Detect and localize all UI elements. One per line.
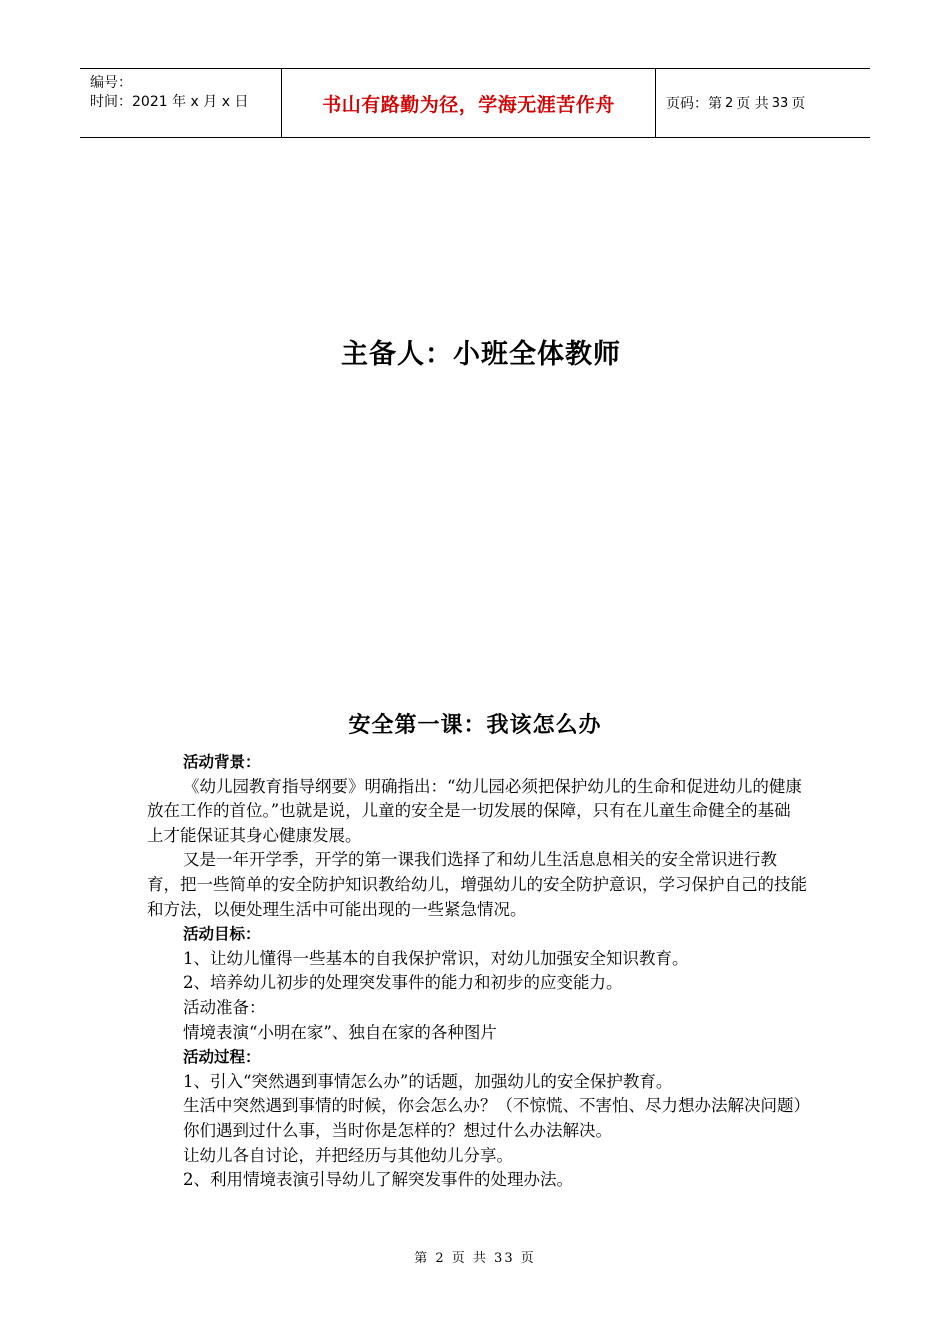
paragraph: 让幼儿各自讨论，并把经历与其他幼儿分享。 xyxy=(183,1145,513,1165)
paragraph: 1、让幼儿懂得一些基本的自我保护常识，对幼儿加强安全知识教育。 xyxy=(183,948,689,968)
paragraph: 2、利用情境表演引导幼儿了解突发事件的处理办法。 xyxy=(183,1170,573,1190)
paragraph: 你们遇到过什么事，当时你是怎样的？想过什么办法解决。 xyxy=(183,1120,612,1140)
document-header xyxy=(80,68,870,138)
code-label: 编号： xyxy=(90,75,132,91)
paragraph: 生活中突然遇到事情的时候，你会怎么办？（不惊慌、不害怕、尽力想办法解决问题） xyxy=(183,1096,810,1116)
page-footer: 第 2 页 共 33 页 xyxy=(414,1251,536,1266)
section-heading: 活动背景： xyxy=(183,753,261,771)
header-motto: 书山有路勤为径，学海无涯苦作舟 xyxy=(282,69,656,137)
page-total: 33 xyxy=(771,95,789,111)
header-page-info xyxy=(656,69,870,137)
section-heading: 活动目标： xyxy=(183,925,261,944)
paragraph: 《幼儿园教育指导纲要》明确指出：“幼儿园必须把保护幼儿的生命和促进幼儿的健康放在工作的首位。”也就是说，儿童的安全是一切发展的保障，只有在儿童生命健全的基础上才能保证其身心健康发展。 xyxy=(147,776,802,845)
page-current: 2 xyxy=(725,95,734,111)
time-label: 时间：2021 年 x 月 x 日 xyxy=(90,94,249,110)
header-meta-cell xyxy=(80,69,282,137)
page-prefix: 页码：第 xyxy=(666,96,722,112)
page-suffix: 页 xyxy=(791,96,806,112)
paragraph: 2、培养幼儿初步的处理突发事件的能力和初步的应变能力。 xyxy=(183,973,623,993)
paragraph: 活动准备： xyxy=(183,997,266,1017)
preparer-title: 主备人：小班全体教师 xyxy=(341,339,621,370)
section-heading: 活动过程： xyxy=(183,1048,261,1067)
paragraph: 情境表演“小明在家”、独自在家的各种图片 xyxy=(183,1022,497,1042)
page-mid: 页 共 xyxy=(736,96,769,112)
lesson-body xyxy=(147,750,810,1193)
paragraph: 1、引入“突然遇到事情怎么办”的话题，加强幼儿的安全保护教育。 xyxy=(183,1071,673,1091)
lesson-title: 安全第一课：我该怎么办 xyxy=(348,713,602,738)
paragraph: 又是一年开学季，开学的第一课我们选择了和幼儿生活息息相关的安全常识进行教育，把一些简单的安全防护知识教给幼儿，增强幼儿的安全防护意识，学习保护自己的技能和方法，以便处理生活中可能出现的一些紧急情况。 xyxy=(147,850,807,919)
